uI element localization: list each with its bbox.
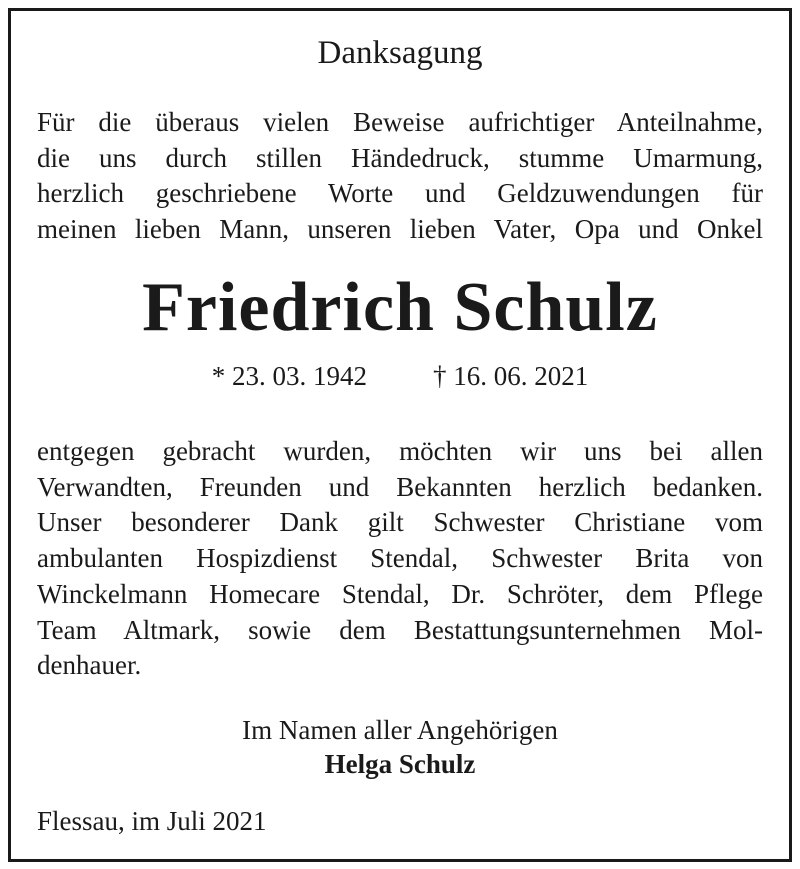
thanks-paragraph	[37, 434, 763, 684]
intro-line: herzlich geschriebene Worte und Geldzuwendungen für	[37, 178, 763, 209]
thanks-line: Verwandten, Freunden und Bekannten herzlich bedanken.	[37, 471, 763, 502]
place-date: Flessau, im Juli 2021	[37, 806, 267, 836]
life-dates	[11, 363, 789, 390]
signer-name: Helga Schulz	[324, 749, 476, 779]
birth-date: * 23. 03. 1942	[211, 361, 367, 391]
intro-line: Für die überaus vielen Beweise aufrichtiger Anteilnahme,	[37, 107, 763, 137]
closing-block	[11, 713, 789, 781]
thanks-line: Winckelmann Homecare Stendal, Dr. Schröter, dem Pflege	[37, 578, 763, 609]
closing-phrase: Im Namen aller Angehörigen	[242, 715, 558, 745]
thanks-line: Unser besonderer Dank gilt Schwester Christiane vom	[37, 507, 763, 538]
death-date: † 16. 06. 2021	[433, 361, 589, 391]
intro-line: meinen lieben Mann, unseren lieben Vater, Opa und Onkel	[37, 214, 763, 245]
thanks-line: denhauer.	[37, 650, 142, 681]
intro-line: die uns durch stillen Händedruck, stumme Umarmung,	[37, 142, 763, 173]
obituary-notice	[8, 8, 792, 862]
intro-paragraph	[37, 105, 763, 248]
thanks-line: entgegen gebracht wurden, möchten wir uns bei allen	[37, 436, 763, 466]
deceased-name: Friedrich Schulz	[142, 269, 658, 346]
notice-heading: Danksagung	[317, 35, 483, 71]
thanks-line: ambulanten Hospizdienst Stendal, Schwester Brita von	[37, 543, 763, 574]
thanks-line: Team Altmark, sowie dem Bestattungsunternehmen Mol-	[37, 614, 763, 645]
